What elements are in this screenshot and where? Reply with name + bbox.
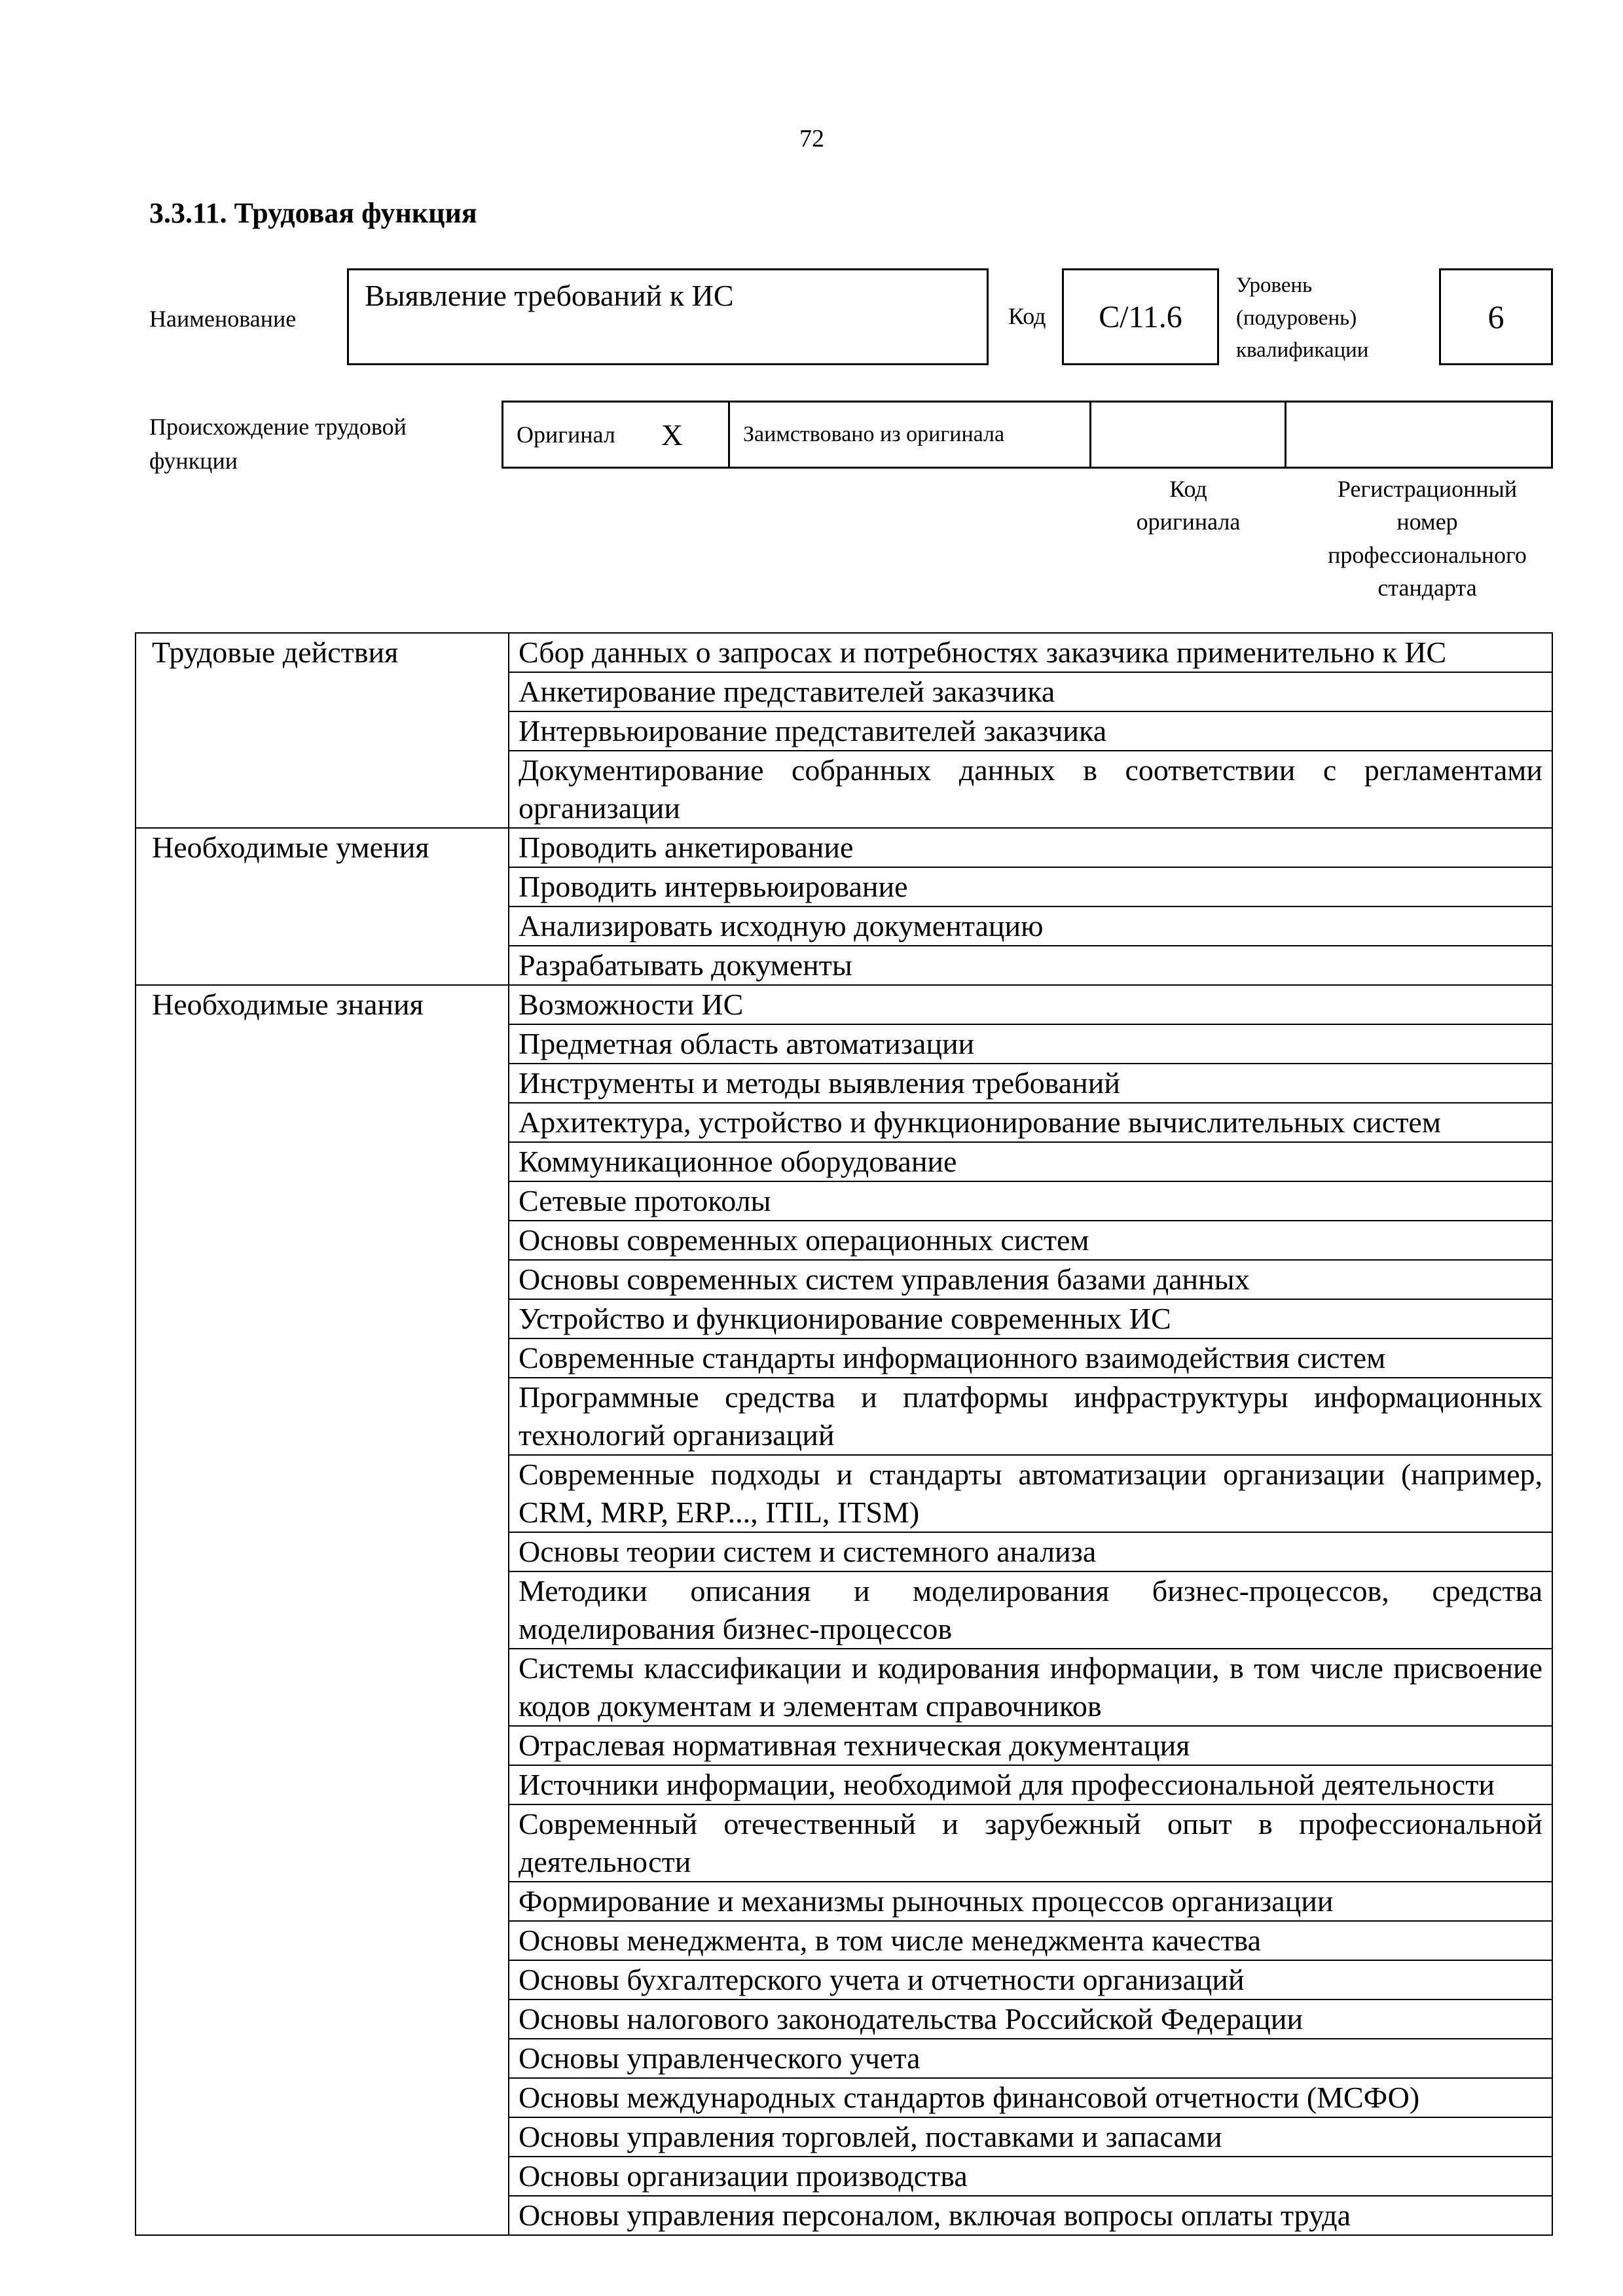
item-cell: Проводить интервьюирование	[509, 867, 1552, 906]
item-cell: Основы бухгалтерского учета и отчетности организаций	[509, 1960, 1552, 2000]
item-cell: Современный отечественный и зарубежный опыт в профессиональной деятельности	[509, 1804, 1552, 1882]
origin-label	[149, 410, 407, 478]
item-cell: Отраслевая нормативная техническая документация	[509, 1726, 1552, 1765]
origin-label-line: функции	[149, 448, 238, 475]
category-cell: Трудовые действия	[136, 633, 509, 828]
level-label	[1236, 270, 1368, 367]
origin-original-cell	[503, 403, 730, 467]
name-box	[347, 268, 989, 365]
reg-caption-line: профессионального	[1328, 541, 1527, 568]
item-cell: Возможности ИС	[509, 985, 1552, 1024]
item-cell: Основы управленческого учета	[509, 2039, 1552, 2078]
original-label: Оригинал	[517, 422, 615, 448]
item-cell: Сбор данных о запросах и потребностях заказчика применительно к ИС	[509, 633, 1552, 672]
item-cell: Коммуникационное оборудование	[509, 1142, 1552, 1181]
reg-caption-line: Регистрационный	[1337, 476, 1518, 502]
item-cell: Основы менеджмента, в том числе менеджмента качества	[509, 1921, 1552, 1960]
item-cell: Основы управления торговлей, поставками и запасами	[509, 2117, 1552, 2157]
name-value: Выявление требований к ИС	[365, 279, 734, 312]
reg-caption-line: номер	[1396, 509, 1458, 535]
item-cell: Анкетирование представителей заказчика	[509, 672, 1552, 711]
item-cell: Сетевые протоколы	[509, 1181, 1552, 1221]
name-label: Наименование	[149, 306, 297, 332]
origin-borrowed-cell	[730, 403, 1091, 467]
table-row	[136, 633, 1552, 672]
item-cell: Архитектура, устройство и функционирование вычислительных систем	[509, 1103, 1552, 1142]
item-cell: Основы налогового законодательства Российской Федерации	[509, 2000, 1552, 2039]
reg-caption-line: стандарта	[1377, 575, 1477, 601]
category-cell: Необходимые знания	[136, 985, 509, 2235]
item-cell: Разрабатывать документы	[509, 946, 1552, 985]
level-value: 6	[1487, 298, 1504, 335]
item-cell: Современные подходы и стандарты автоматизации организации (например, CRM, MRP, ERP..., ITIL, ITSM)	[509, 1455, 1552, 1532]
origin-box	[501, 401, 1553, 469]
item-cell: Системы классификации и кодирования информации, в том числе присвоение кодов документам и элементам справочников	[509, 1649, 1552, 1726]
original-mark: X	[661, 418, 684, 452]
item-cell: Интервьюирование представителей заказчика	[509, 711, 1552, 751]
item-cell: Основы теории систем и системного анализа	[509, 1532, 1552, 1571]
code-caption-line: Код	[1169, 476, 1207, 502]
code-value: С/11.6	[1099, 299, 1182, 334]
item-cell: Инструменты и методы выявления требований	[509, 1064, 1552, 1103]
table-row	[136, 985, 1552, 1024]
borrowed-label: Заимствовано из оригинала	[743, 422, 1005, 446]
page-number: 72	[799, 125, 824, 152]
item-cell: Современные стандарты информационного взаимодействия систем	[509, 1338, 1552, 1378]
function-table	[135, 632, 1553, 2236]
table-row	[136, 828, 1552, 867]
item-cell: Основы современных систем управления базами данных	[509, 1260, 1552, 1299]
item-cell: Предметная область автоматизации	[509, 1024, 1552, 1064]
origin-reg-cell	[1286, 403, 1551, 467]
level-label-line: квалификации	[1236, 338, 1369, 362]
item-cell: Документирование собранных данных в соответствии с регламентами организации	[509, 751, 1552, 828]
category-cell: Необходимые умения	[136, 828, 509, 985]
item-cell: Проводить анкетирование	[509, 828, 1552, 867]
item-cell: Методики описания и моделирования бизнес-процессов, средства моделирования бизнес-процессов	[509, 1571, 1552, 1649]
item-cell: Анализировать исходную документацию	[509, 906, 1552, 946]
item-cell: Основы управления персоналом, включая вопросы оплаты труда	[509, 2196, 1552, 2235]
item-cell: Программные средства и платформы инфраструктуры информационных технологий организаций	[509, 1378, 1552, 1455]
level-box	[1439, 268, 1553, 365]
item-cell: Основы современных операционных систем	[509, 1221, 1552, 1260]
code-caption-line: оригинала	[1136, 509, 1241, 535]
code-caption	[1113, 473, 1264, 539]
item-cell: Источники информации, необходимой для профессиональной деятельности	[509, 1765, 1552, 1804]
origin-code-cell	[1091, 403, 1286, 467]
origin-label-line: Происхождение трудовой	[149, 414, 407, 440]
section-title: 3.3.11. Трудовая функция	[149, 197, 477, 229]
code-label: Код	[1008, 303, 1046, 329]
level-label-line: Уровень	[1236, 274, 1313, 297]
item-cell: Формирование и механизмы рыночных процессов организации	[509, 1882, 1552, 1921]
code-box	[1062, 268, 1219, 365]
item-cell: Основы международных стандартов финансовой отчетности (МСФО)	[509, 2078, 1552, 2117]
reg-caption	[1303, 473, 1552, 605]
item-cell: Основы организации производства	[509, 2157, 1552, 2196]
level-label-line: (подуровень)	[1236, 306, 1357, 330]
item-cell: Устройство и функционирование современных ИС	[509, 1299, 1552, 1338]
